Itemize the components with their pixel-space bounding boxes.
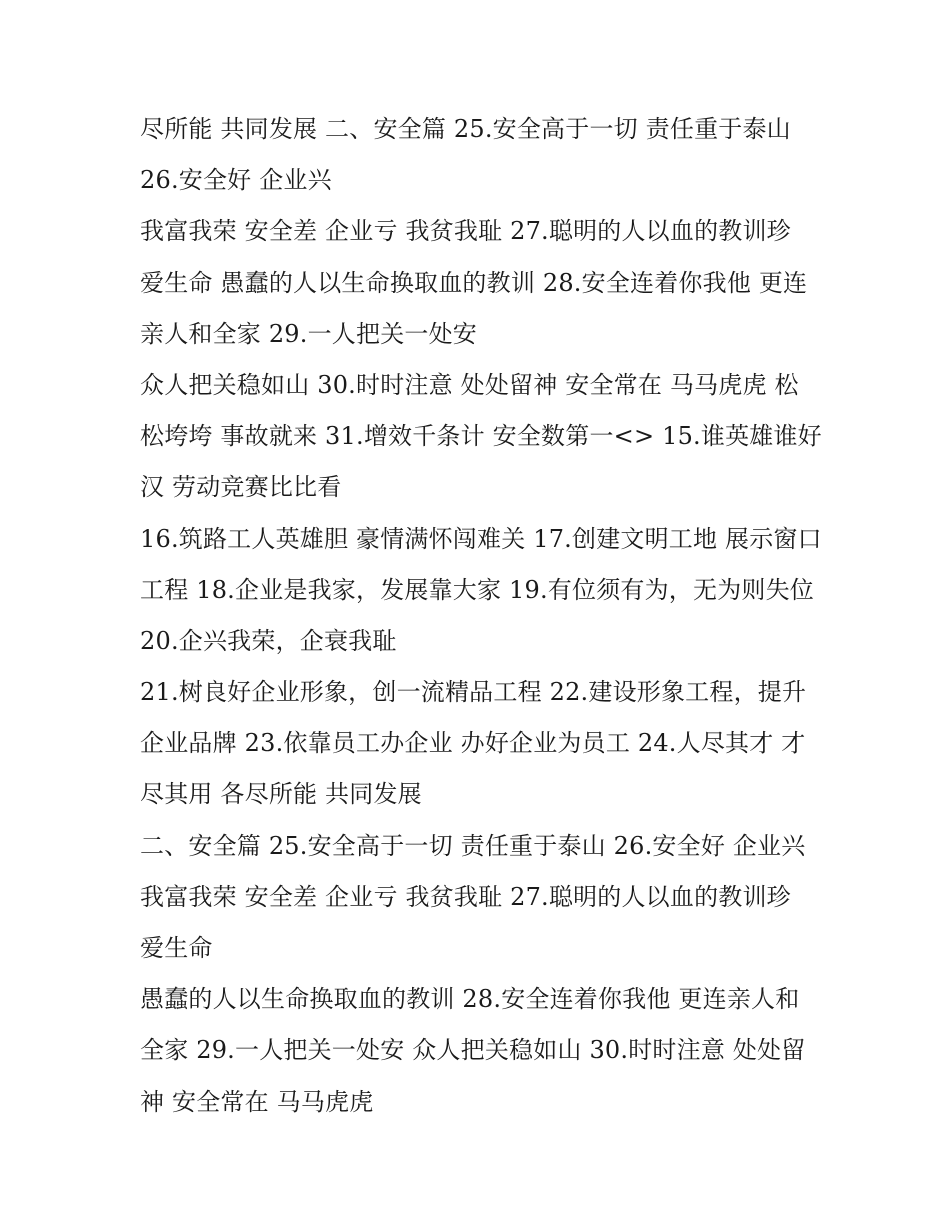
text-line: 尽所能 共同发展 二、安全篇 25.安全高于一切 责任重于泰山 — [140, 115, 791, 143]
text-line: 工程 18.企业是我家，发展靠大家 19.有位须有为，无为则失位 — [140, 575, 814, 604]
text-line: 16.筑路工人英雄胆 豪情满怀闯难关 17.创建文明工地 展示窗口 — [140, 524, 822, 553]
text-line: 我富我荣 安全差 企业亏 我贫我耻 27.聪明的人以血的教训珍 — [140, 882, 791, 911]
document-body — [140, 104, 830, 1128]
text-line: 众人把关稳如山 30.时时注意 处处留神 安全常在 马马虎虎 松 — [140, 370, 799, 399]
text-line: 爱生命 愚蠢的人以生命换取血的教训 28.安全连着你我他 更连 — [140, 268, 808, 297]
text-line: 20.企兴我荣，企衰我耻 — [140, 626, 397, 655]
text-line: 21.树良好企业形象，创一流精品工程 22.建设形象工程，提升 — [140, 678, 807, 707]
text-line: 神 安全常在 马马虎虎 — [140, 1087, 374, 1116]
text-line: 亲人和全家 29.一人把关一处安 — [140, 319, 477, 348]
text-line: 松垮垮 事故就来 31.增效千条计 安全数第一<> 15.谁英雄谁好 — [140, 422, 822, 451]
text-line: 爱生命 — [140, 934, 213, 962]
text-line: 愚蠢的人以生命换取血的教训 28.安全连着你我他 更连亲人和 — [140, 985, 800, 1014]
text-line: 企业品牌 23.依靠员工办企业 办好企业为员工 24.人尽其才 才 — [140, 729, 806, 758]
text-line: 二、安全篇 25.安全高于一切 责任重于泰山 26.安全好 企业兴 — [140, 831, 806, 860]
text-line: 我富我荣 安全差 企业亏 我贫我耻 27.聪明的人以血的教训珍 — [140, 217, 791, 246]
text-line: 26.安全好 企业兴 — [140, 166, 332, 195]
text-line: 全家 29.一人把关一处安 众人把关稳如山 30.时时注意 处处留 — [140, 1036, 806, 1065]
text-line: 汉 劳动竞赛比比看 — [140, 473, 342, 502]
text-line: 尽其用 各尽所能 共同发展 — [140, 780, 422, 809]
